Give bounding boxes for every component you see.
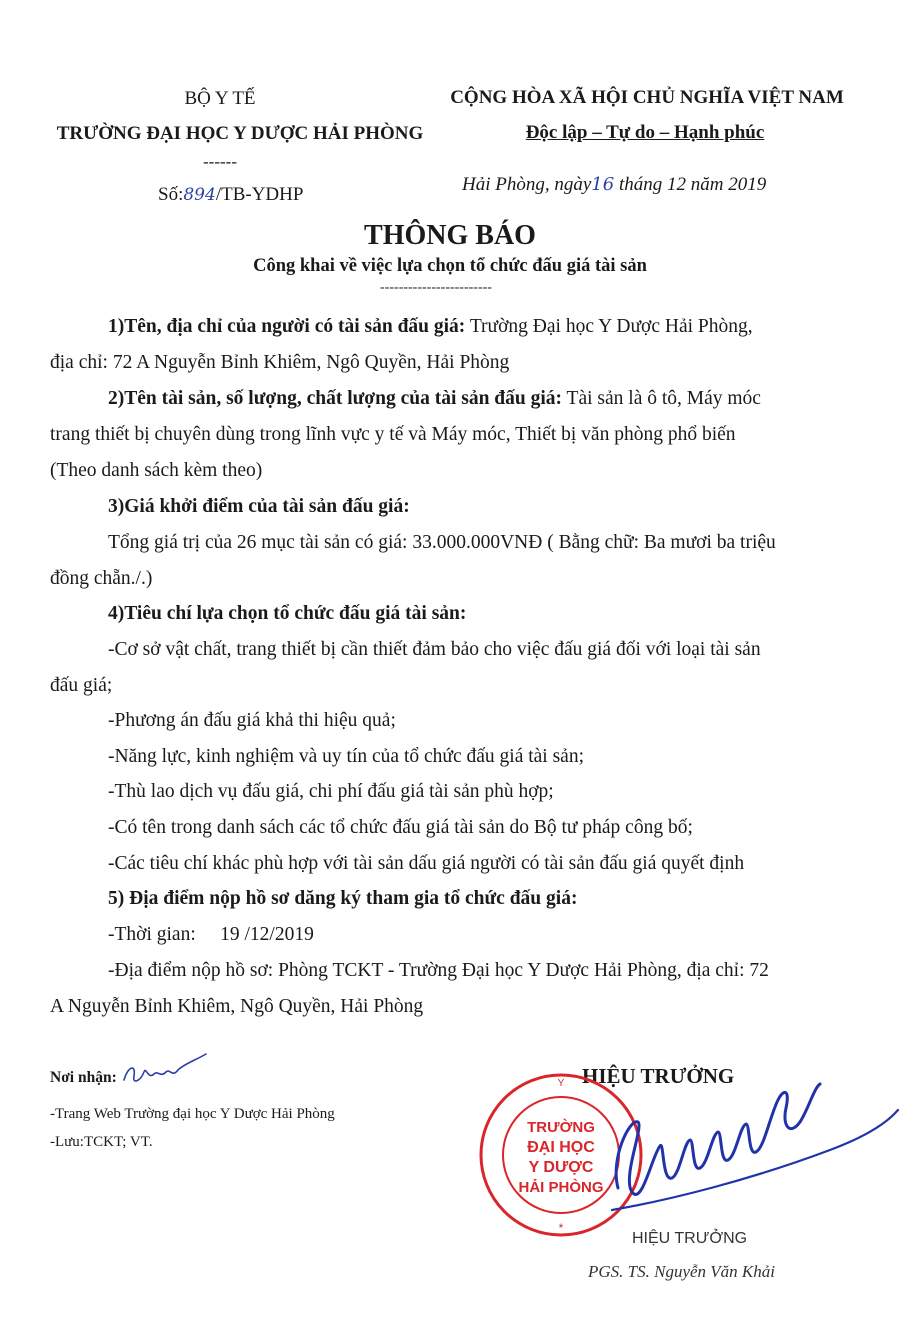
principal-signature [600, 1060, 900, 1220]
section-1-text: Trường Đại học Y Dược Hải Phòng, [465, 316, 753, 337]
criterion-5: -Có tên trong danh sách các tổ chức đấu giá tài sản do Bộ tư pháp công bố; [108, 817, 693, 838]
doc-no-prefix: Số: [158, 184, 184, 205]
criterion-3: -Năng lực, kinh nghiệm và uy tín của tổ chức đấu giá tài sản; [108, 746, 585, 767]
date-part1: Hải Phòng, ngày [462, 174, 592, 195]
criterion-1-line-1: -Cơ sở vật chất, trang thiết bị cần thiết đảm bảo cho việc đấu giá đối với loại tài sản [108, 639, 761, 660]
national-motto: Độc lập – Tự do – Hạnh phúc [525, 122, 765, 143]
doc-no-suffix: /TB-YDHP [215, 184, 304, 205]
recipient-item-2: -Lưu:TCKT; VT. [50, 1134, 153, 1150]
place-date [462, 174, 766, 196]
criterion-4: -Thù lao dịch vụ đấu giá, chi phí đấu giá tài sản phù hợp; [108, 781, 554, 802]
title-divider: ------------------------ [380, 280, 492, 295]
section-2-line-2: trang thiết bị chuyên dùng trong lĩnh vực y tế và Máy móc, Thiết bị văn phòng phổ biến [50, 424, 736, 445]
school-name: TRƯỜNG ĐẠI HỌC Y DƯỢC HẢI PHÒNG [56, 123, 424, 144]
submission-place-line-1: -Địa điểm nộp hồ sơ: Phòng TCKT - Trường Đại học Y Dược Hải Phòng, địa chỉ: 72 [108, 960, 769, 981]
seal-line-4: HẢI PHÒNG [518, 1179, 604, 1196]
criterion-2: -Phương án đấu giá khả thi hiệu quả; [108, 710, 396, 731]
submission-place-line-2: A Nguyễn Bỉnh Khiêm, Ngô Quyền, Hải Phòng [50, 996, 424, 1017]
nation-name: CỘNG HÒA XÃ HỘI CHỦ NGHĨA VIỆT NAM [450, 87, 844, 108]
signer-role: HIỆU TRƯỞNG [582, 1064, 735, 1088]
svg-text:Y: Y [557, 1078, 565, 1089]
section-1-heading: 1)Tên, địa chỉ của người có tài sản đấu giá: [108, 316, 466, 337]
page-subtitle: Công khai về việc lựa chọn tổ chức đấu giá tài sản [253, 256, 647, 276]
doc-no-handwritten: 894 [183, 185, 216, 205]
document-number [158, 184, 303, 206]
section-3-line-1: Tổng giá trị của 26 mục tài sản có giá: 33.000.000VNĐ ( Bằng chữ: Ba mươi ba triệu [108, 532, 776, 553]
section-2-heading: 2)Tên tài sản, số lượng, chất lượng của tài sản đấu giá: [108, 388, 563, 409]
section-3-line-2: đồng chẵn./.) [50, 568, 153, 589]
section-1-line-2: địa chỉ: 72 A Nguyễn Bỉnh Khiêm, Ngô Quyền, Hải Phòng [50, 352, 510, 373]
seal-line-3: Y DƯỢC [528, 1159, 594, 1176]
section-3-heading: 3)Giá khởi điểm của tài sản đấu giá: [108, 496, 410, 517]
criterion-1-line-2: đấu giá; [50, 675, 113, 696]
date-part2: tháng 12 năm 2019 [618, 174, 767, 195]
section-2-line-1 [108, 388, 761, 410]
date-day-handwritten: 16 [591, 174, 615, 195]
recipient-item-1: -Trang Web Trường đại học Y Dược Hải Phòng [50, 1106, 335, 1122]
submission-time: -Thời gian: 19 /12/2019 [108, 924, 314, 945]
stamp-role: HIỆU TRƯỞNG [632, 1230, 748, 1247]
seal-line-1: TRƯỜNG [527, 1119, 595, 1136]
left-divider: ------ [203, 152, 237, 171]
initials-signature [118, 1052, 208, 1092]
section-5-heading: 5) Địa điểm nộp hồ sơ dăng ký tham gia tổ chức đấu giá: [108, 888, 578, 909]
criterion-6: -Các tiêu chí khác phù hợp với tài sản dấu giá người có tài sản đấu giá quyết định [108, 853, 745, 874]
section-1-line-1 [108, 316, 753, 338]
seal-line-2: ĐẠI HỌC [527, 1139, 595, 1156]
stamp-name: PGS. TS. Nguyễn Văn Khải [588, 1262, 775, 1281]
recipients-label: Nơi nhận: [50, 1069, 117, 1086]
ministry-name: BỘ Y TẾ [184, 88, 256, 109]
section-2-line-3: (Theo danh sách kèm theo) [50, 460, 263, 481]
svg-text:*: * [558, 1221, 564, 1235]
section-4-heading: 4)Tiêu chí lựa chọn tổ chức đấu giá tài sản: [108, 603, 467, 624]
page-title: THÔNG BÁO [364, 220, 536, 251]
section-2-text: Tài sản là ô tô, Máy móc [562, 388, 761, 409]
